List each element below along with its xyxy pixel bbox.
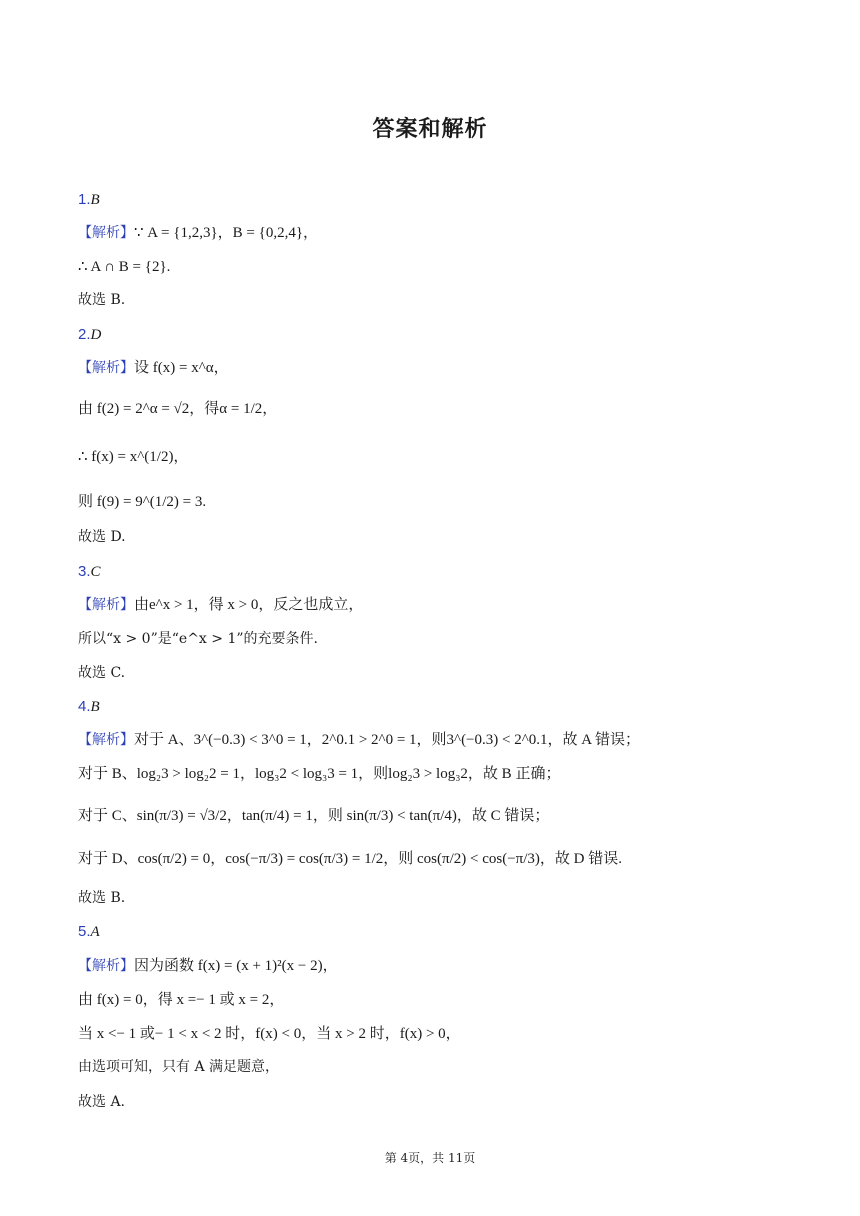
analysis-tag: 【解析】 — [78, 360, 134, 376]
answer-heading-4 — [78, 697, 100, 717]
analysis-line: ∴ A ∩ B = {2}. — [78, 259, 171, 275]
analysis-line: 【解析】因为函数 f(x) = (x + 1)²(x − 2)， — [78, 958, 338, 974]
analysis-line: 故选 D. — [78, 529, 126, 545]
analysis-line: 则 f(9) = 9^(1/2) = 3. — [78, 494, 207, 510]
analysis-line: 【解析】对于 A、3^(−0.3) < 3^0 = 1，2^0.1 > 2^0 = 1，则3^(−0.3) < 2^0.1，故 A 错误； — [78, 732, 641, 748]
analysis-line: 【解析】设 f(x) = x^α， — [78, 360, 229, 376]
question-number: 3. — [78, 563, 91, 580]
page-footer: 第 4页，共 11页 — [384, 1151, 476, 1165]
question-number: 5. — [78, 923, 91, 940]
analysis-line: 对于 B、log₂3 > log₂2 = 1，log₃2 < log₃3 = 1，则log₂3 > log₃2，故 B 正确； — [78, 766, 561, 782]
analysis-tag: 【解析】 — [78, 597, 134, 613]
analysis-line: 由 f(2) = 2^α = √2，得α = 1/2， — [78, 401, 278, 417]
question-number: 4. — [78, 698, 91, 715]
page-title: 答案和解析 — [372, 117, 488, 142]
analysis-tag: 【解析】 — [78, 958, 134, 974]
analysis-line: 【解析】∵ A = {1,2,3}，B = {0,2,4}， — [78, 225, 319, 241]
analysis-line: 所以“x > 0”是“e^x > 1”的充要条件. — [78, 631, 318, 647]
answer-heading-2 — [78, 325, 101, 345]
analysis-line: 【解析】由e^x > 1，得 x > 0，反之也成立， — [78, 597, 364, 613]
answer-heading-3 — [78, 562, 101, 582]
answer-letter: C — [90, 564, 101, 580]
analysis-tag: 【解析】 — [78, 225, 134, 241]
question-number: 2. — [78, 326, 91, 343]
analysis-line: 对于 C、sin(π/3) = √3/2，tan(π/4) = 1，则 sin(π/3) < tan(π/4)，故 C 错误； — [78, 808, 550, 824]
analysis-line: 由 f(x) = 0，得 x =− 1 或 x = 2， — [78, 992, 285, 1008]
analysis-tag: 【解析】 — [78, 732, 134, 748]
answer-letter: B — [90, 192, 100, 208]
analysis-line: 对于 D、cos(π/2) = 0，cos(−π/3) = cos(π/3) = 1/2，则 cos(π/2) < cos(−π/3)，故 D 错误. — [78, 851, 622, 867]
analysis-line: 故选 C. — [78, 665, 126, 681]
analysis-line: 故选 A. — [78, 1094, 126, 1110]
question-number: 1. — [78, 191, 91, 208]
answer-letter: B — [90, 699, 100, 715]
analysis-line: 故选 B. — [78, 292, 126, 308]
answer-heading-5 — [78, 922, 100, 942]
answer-letter: D — [90, 327, 102, 343]
answer-heading-1 — [78, 190, 100, 210]
analysis-line: 由选项可知，只有 A 满足题意， — [78, 1059, 280, 1075]
answer-letter: A — [90, 924, 100, 940]
analysis-line: ∴ f(x) = x^(1/2)， — [78, 449, 189, 465]
analysis-line: 当 x <− 1 或− 1 < x < 2 时，f(x) < 0，当 x > 2 时，f(x) > 0， — [78, 1026, 461, 1042]
analysis-line: 故选 B. — [78, 890, 126, 906]
